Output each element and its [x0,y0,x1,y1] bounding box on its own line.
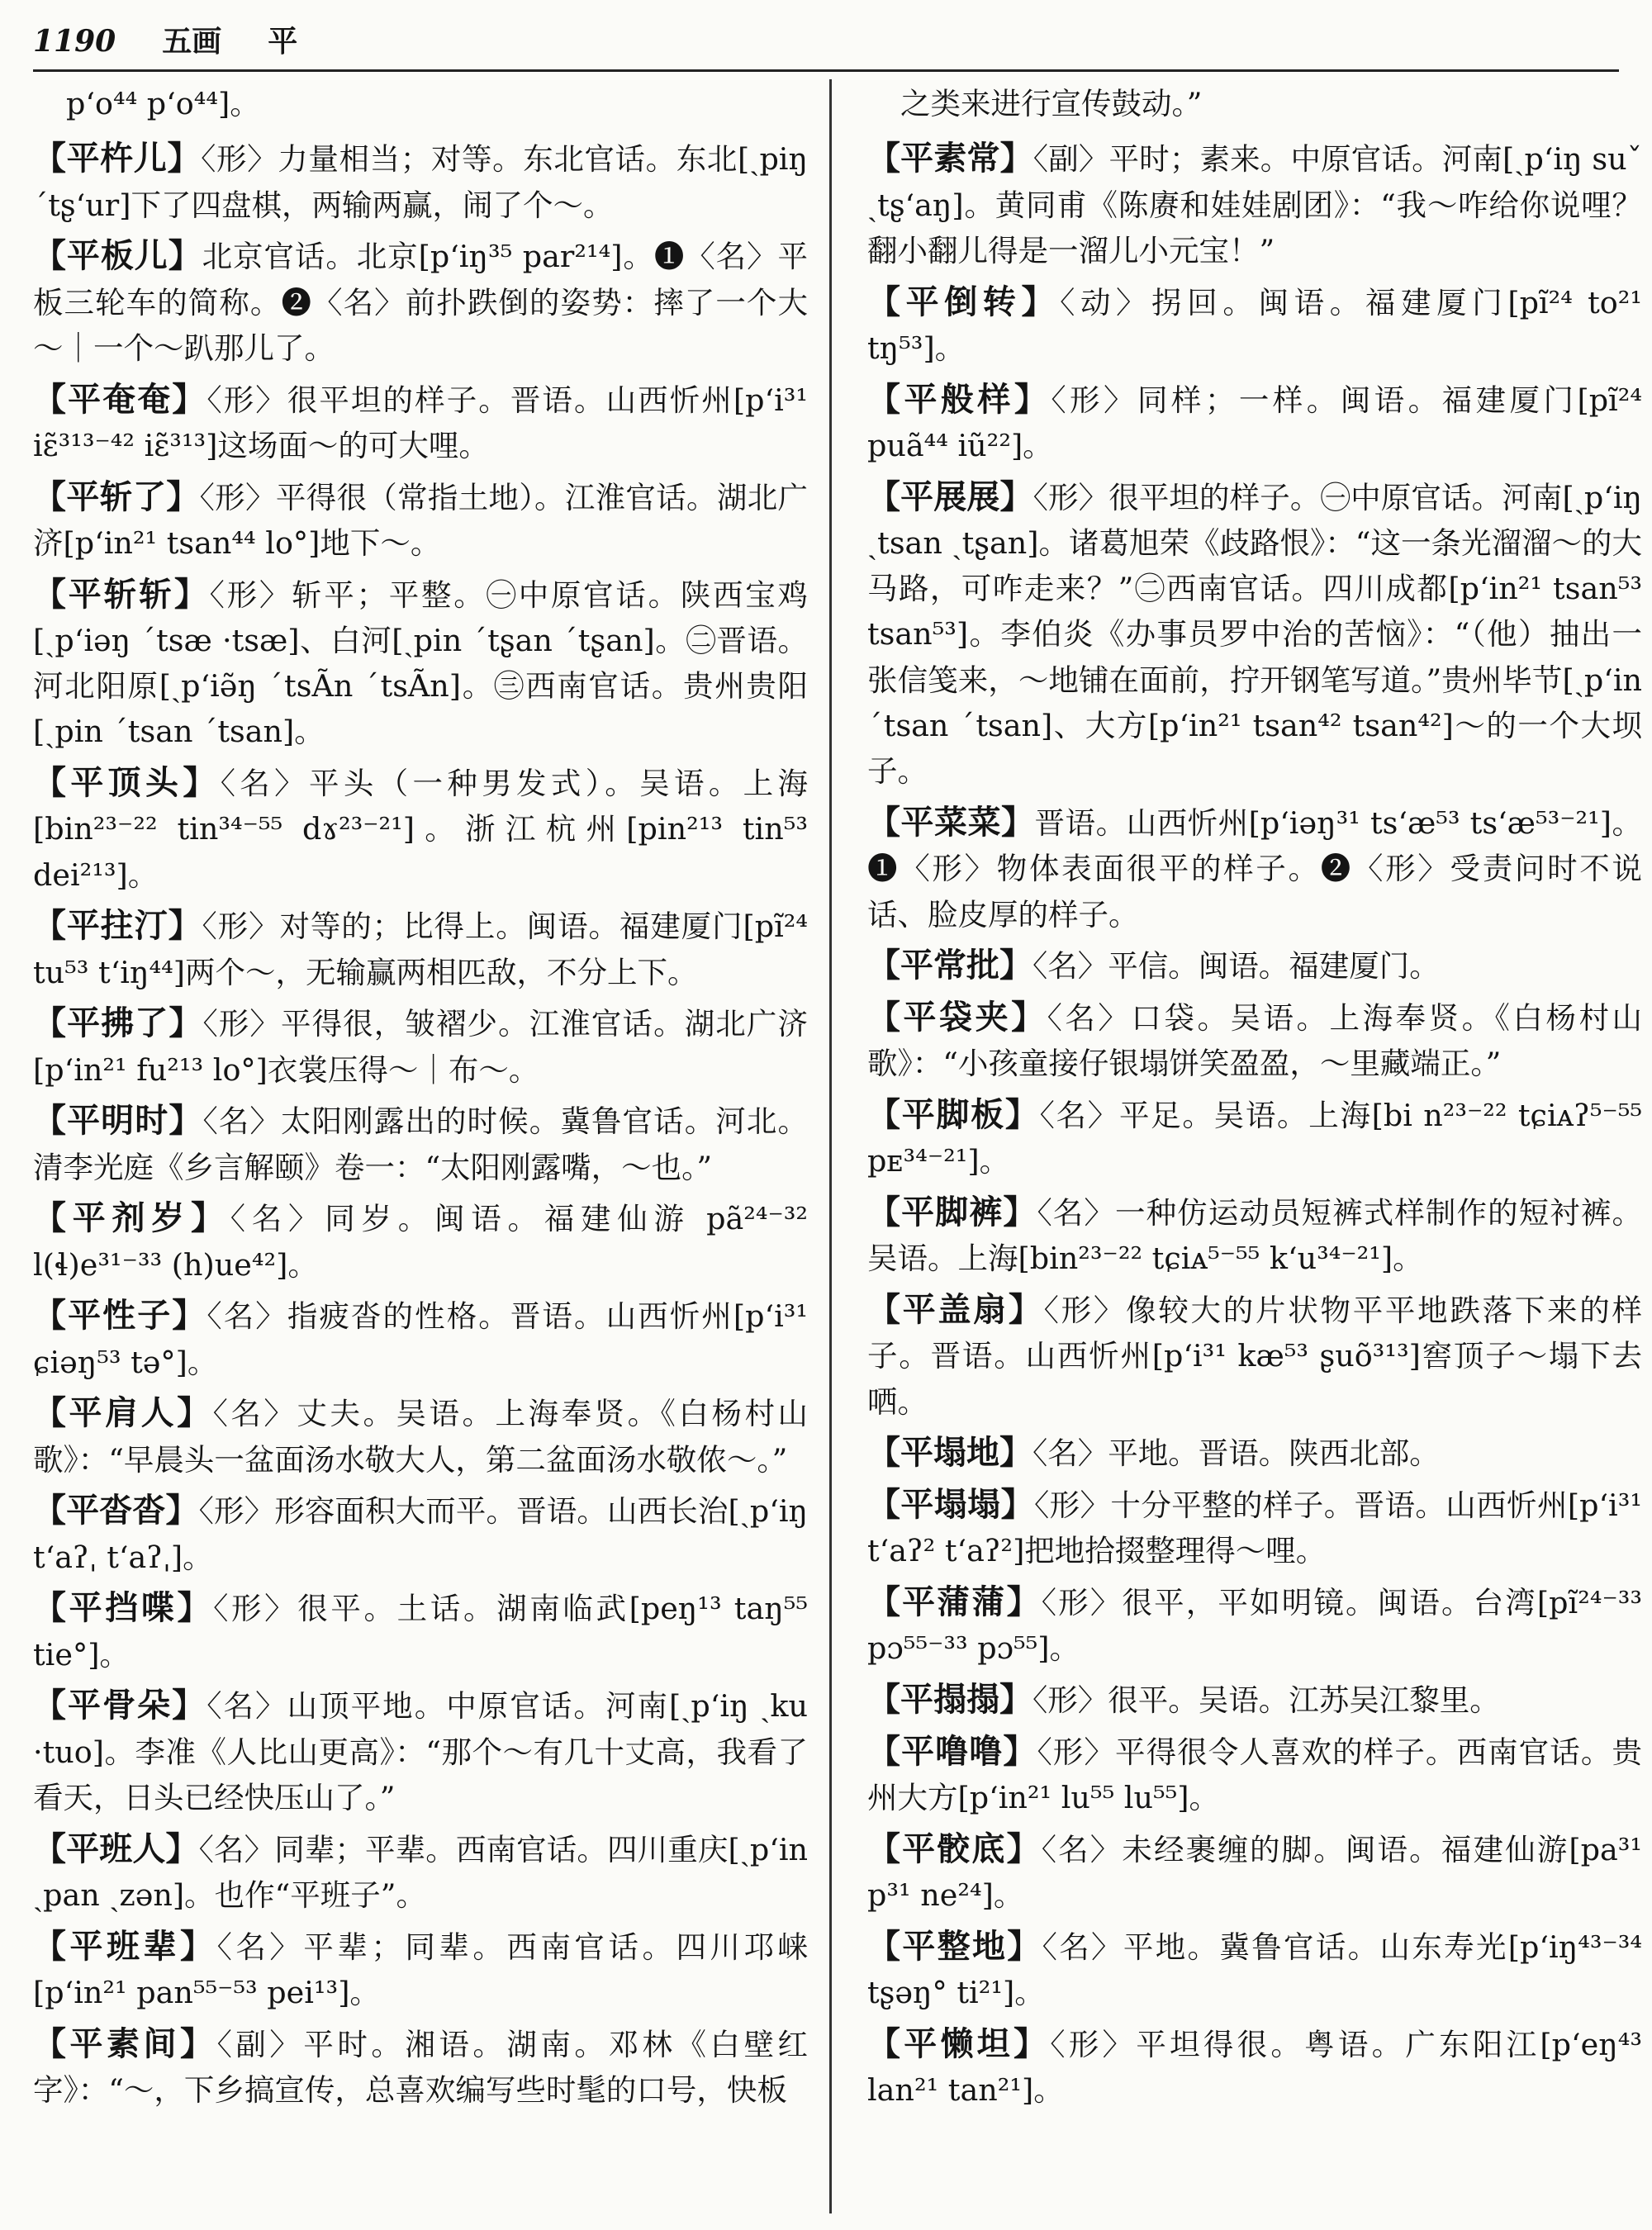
entry-definition: 〈形〉很平。吴语。江苏吴江黎里。 [1032,1682,1500,1718]
entry-headword: 【平板儿】 [33,237,202,276]
entry-headword: 【平菜菜】 [867,804,1035,842]
entry-list-left [33,136,808,2113]
entry-headword: 【平脚裤】 [867,1193,1037,1231]
dictionary-entry [867,1924,1642,2016]
entry-definition: 〈名〉平地。冀鲁官话。山东寿光[p‘iŋ⁴³⁻³⁴ tʂəŋ° ti²¹]。 [867,1929,1642,2010]
entry-headword: 【平奄奄】 [33,380,207,419]
dictionary-entry [867,943,1642,989]
entry-definition: 北京官话。北京[p‘iŋ³⁵ par²¹⁴]。❶〈名〉平板三轮车的简称。❷〈名〉前扑跌倒的姿势：摔了一个大～｜一个～趴那儿了。 [33,239,809,366]
continuation-text: p‘o⁴⁴ p‘o⁴⁴]。 [66,86,260,121]
entry-definition: 〈形〉对等的；比得上。闽语。福建厦门[pĩ²⁴ tu⁵³ t‘iŋ⁴⁴]两个～，无输赢两相匹敌，不分上下。 [33,909,809,990]
entry-headword: 【平挡喋】 [33,1589,214,1628]
header-divider [33,69,1619,72]
entry-headword: 【平性子】 [33,1297,207,1336]
entry-headword: 【平展展】 [867,477,1033,516]
entry-headword: 【平懒坦】 [867,2024,1051,2063]
entry-headword: 【平袋夹】 [867,998,1047,1037]
entry-definition: 〈形〉像较大的片状物平平地跌落下来的样子。晋语。山西忻州[p‘i³¹ kæ⁵³ ʂuõ³¹³]窖顶子～塌下去哂。 [867,1292,1643,1420]
entry-definition: 〈名〉山顶平地。中原官话。河南[ˏp‘iŋ ˏku ·tuo]。李准《人比山更高》：“那个～有几十丈高，我看了看天，日头已经快压山了。” [33,1688,808,1815]
entry-headword: 【平骹底】 [867,1829,1042,1868]
entry-headword: 【平班人】 [33,1829,199,1868]
entry-headword: 【平盖扇】 [867,1290,1044,1329]
dictionary-entry [867,1483,1642,1574]
dictionary-entry [867,475,1642,795]
entry-definition: 〈名〉平头（一种男发式）。吴语。上海[bin²³⁻²² tin³⁴⁻⁵⁵ dɤ²³⁻²¹]。浙江杭州[pin²¹³ tin⁵³ dei²¹³]。 [33,766,809,893]
dictionary-entry [33,1683,808,1820]
entry-headword: 【平沓沓】 [33,1492,199,1530]
dictionary-entry [33,1098,808,1190]
entry-definition: 〈名〉同岁。闽语。福建仙游 pã²⁴⁻³² l(ɬ)e³¹⁻³³ (h)ue⁴²]。 [33,1201,808,1283]
entry-headword: 【平骨朵】 [33,1687,207,1725]
entry-headword: 【平拄汀】 [33,907,202,946]
entry-definition: 〈形〉平得很，皱褶少。江淮官话。湖北广济[p‘in²¹ fu²¹³ lo°]衣裳压得～｜布～。 [33,1006,808,1088]
dictionary-entry [33,1827,808,1919]
dictionary-entry [867,136,1642,273]
entry-headword: 【平整地】 [867,1927,1042,1966]
entry-headword: 【平塌地】 [867,1434,1032,1473]
entry-headword: 【平明时】 [33,1102,203,1141]
entry-definition: 〈形〉十分平整的样子。晋语。山西忻州[p‘i³¹ t‘aʔ² t‘aʔ²]把地拾掇整理得～哩。 [867,1487,1642,1569]
running-head [33,18,1619,64]
entry-headword: 【平拂了】 [33,1004,203,1043]
entry-headword: 【平搨搨】 [867,1680,1032,1719]
dictionary-entry [867,1093,1642,1184]
entry-definition: 晋语。山西忻州[p‘iəŋ³¹ ts‘æ⁵³ ts‘æ⁵³⁻²¹]。❶〈形〉物体表面很平的样子。❷〈形〉受责问时不说话、脸皮厚的样子。 [867,805,1643,932]
dictionary-entry [867,2022,1642,2114]
entry-definition: 〈名〉丈夫。吴语。上海奉贤。《白杨村山歌》：“早晨头一盆面汤水敬大人，第二盆面汤水敬侬～。” [33,1396,809,1478]
entry-definition: 〈形〉形容面积大而平。晋语。山西长治[ˏp‘iŋ t‘aʔˌ t‘aʔˌ]。 [33,1493,809,1575]
dictionary-entry [33,572,808,755]
dictionary-entry [867,377,1642,469]
entry-list-right [867,136,1642,2113]
entry-definition: 〈名〉平辈；同辈。西南官话。四川邛崃[p‘in²¹ pan⁵⁵⁻⁵³ pei¹³]。 [33,1929,809,2010]
dictionary-entry [867,1431,1642,1476]
entry-definition: 〈形〉平得很令人喜欢的样子。西南官话。贵州大方[p‘in²¹ lu⁵⁵ lu⁵⁵]。 [867,1734,1642,1815]
dictionary-entry [867,1288,1642,1425]
entry-headword: 【平斩了】 [33,477,200,516]
entry-definition: 〈形〉很平，平如明镜。闽语。台湾[pĩ²⁴⁻³³ pɔ⁵⁵⁻³³ pɔ⁵⁵]。 [867,1584,1643,1667]
dictionary-entry [33,475,808,567]
dictionary-entry [33,1196,808,1288]
entry-headword: 【平杵儿】 [33,140,202,178]
entry-definition: 〈名〉平足。吴语。上海[bi n²³⁻²² tɕiᴀʔ⁵⁻⁵⁵ pᴇ³⁴⁻²¹]。 [867,1097,1643,1179]
dictionary-entry [33,2022,808,2114]
entry-headword: 【平常批】 [867,947,1032,985]
entry-definition: 〈名〉太阳刚露出的时候。冀鲁官话。河北。清李光庭《乡言解颐》卷一：“太阳刚露嘴，～也。” [33,1103,808,1185]
dictionary-entry [33,377,808,469]
entry-headword: 【平般样】 [867,380,1051,419]
entry-definition: 〈名〉同辈；平辈。西南官话。四川重庆[ˏp‘in ˏpan ˏzən]。也作“平班子”。 [33,1831,809,1913]
dictionary-entry [867,800,1642,937]
entry-definition: 〈副〉平时。湘语。湖南。邓林《白壁红字》：“～，下乡搞宣传，总喜欢编写些时髦的口号，快板 [33,2026,809,2108]
entry-definition: 〈形〉同样；一样。闽语。福建厦门[pĩ²⁴ puã⁴⁴ iũ²²]。 [867,382,1642,463]
dictionary-entry [867,280,1642,372]
dictionary-entry [33,1001,808,1093]
entry-definition: 〈动〉拐回。闽语。福建厦门[pĩ²⁴ to²¹ tŋ⁵³]。 [867,284,1642,366]
dictionary-entry [867,1677,1642,1723]
dictionary-entry [33,1586,808,1677]
entry-definition: 〈名〉一种仿运动员短裤式样制作的短衬裤。吴语。上海[bin²³⁻²² tɕiᴀ⁵⁻⁵⁵ k‘u³⁴⁻²¹]。 [867,1194,1642,1277]
dictionary-entry [867,1190,1642,1282]
entry-headword: 【平倒转】 [867,282,1061,321]
dictionary-entry [33,1924,808,2016]
column-divider [829,79,832,2213]
page-number: 1190 [33,24,116,59]
left-column [33,81,808,2119]
entry-definition: 〈名〉口袋。吴语。上海奉贤。《白杨村山歌》：“小孩童接仔银塌饼笑盈盈，～里藏端正。” [867,999,1643,1082]
entry-definition: 〈名〉平信。闽语。福建厦门。 [1032,948,1440,985]
section-label: 五画 [162,24,222,59]
entry-definition: 〈形〉平坦得很。粤语。广东阳江[p‘eŋ⁴³ lan²¹ tan²¹]。 [867,2026,1642,2108]
entry-headword: 【平素间】 [33,2024,217,2063]
dictionary-entry [867,1729,1642,1821]
dictionary-entry [867,1580,1642,1672]
dictionary-entry [33,1293,808,1385]
entry-headword: 【平剂岁】 [33,1199,230,1238]
dictionary-entry [33,136,808,228]
dictionary-entry [33,761,808,898]
entry-definition: 〈形〉力量相当；对等。东北官话。东北[ˏpiŋ ˊtʂ‘ur]下了四盘棋，两输两赢，闹了个～。 [33,141,808,223]
dictionary-entry [867,995,1642,1087]
entry-definition: 〈形〉很平坦的样子。㊀中原官话。河南[ˏp‘iŋ ˏtsan ˏtʂan]。诸葛旭荣《歧路恨》：“这一条光溜溜～的大马路，可咋走来？”㊁西南官话。四川成都[p‘in²¹ tsan⁵³ tsan⁵³]。李伯炎《办事员罗中治的苦恼》：“（他）抽出一张信笺来，～地铺在面前，拧开钢笔写道。”贵州毕节[ˏp‘in ˊtsan ˊtsan]、大方[p‘in²¹ tsan⁴² tsan⁴²]～的一个大坝子。 [867,479,1643,790]
entry-headword: 【平蒲蒲】 [867,1582,1042,1621]
entry-headword: 【平塌塌】 [867,1485,1034,1524]
dictionary-entry [33,1391,808,1483]
dictionary-entry [33,904,808,995]
continuation-text: 之类来进行宣传鼓动。” [900,86,1203,121]
entry-definition: 〈名〉指疲沓的性格。晋语。山西忻州[p‘i³¹ ɕiəŋ⁵³ tə°]。 [33,1298,809,1380]
entry-headword: 【平肩人】 [33,1394,213,1433]
head-character: 平 [268,24,298,59]
entry-definition: 〈副〉平时；素来。中原官话。河南[ˏp‘iŋ suˇ ˏtʂ‘aŋ]。黄同甫《陈赓和娃娃剧团》：“我～咋给你说哩？翻小翻儿得是一溜儿小元宝！” [867,141,1643,268]
entry-headword: 【平斩斩】 [33,575,210,614]
entry-definition: 〈形〉很平坦的样子。晋语。山西忻州[p‘i³¹ iɛ̃³¹³⁻⁴² iɛ̃³¹³]这场面～的可大哩。 [33,382,809,463]
entry-definition: 〈形〉很平。土话。湖南临武[peŋ¹³ taŋ⁵⁵ tie°]。 [33,1591,809,1672]
entry-definition: 〈名〉未经裹缠的脚。闽语。福建仙游[pa³¹ p³¹ ne²⁴]。 [867,1831,1643,1913]
entry-headword: 【平噜噜】 [867,1732,1037,1771]
entry-headword: 【平班辈】 [33,1927,217,1966]
entry-definition: 〈名〉平地。晋语。陕西北部。 [1032,1435,1440,1472]
right-column [867,81,1642,2119]
entry-headword: 【平脚板】 [867,1095,1040,1134]
dictionary-entry [33,1488,808,1580]
dictionary-entry [33,234,808,371]
entry-headword: 【平顶头】 [33,764,221,803]
entry-headword: 【平素常】 [867,140,1033,178]
entry-definition: 〈形〉斩平；平整。㊀中原官话。陕西宝鸡[ˏp‘iəŋ ˊtsæ ·tsæ]、白河[ˏpin ˊtʂan ˊtʂan]。㊁晋语。河北阳原[ˏp‘iə̃ŋ ˊtsÃn ˊtsÃn]。㊂西南官话。贵州贵阳[ˏpin ˊtsan ˊtsan]。 [33,576,809,750]
dictionary-entry [867,1827,1642,1919]
entry-definition: 〈形〉平得很（常指土地）。江淮官话。湖北广济[p‘in²¹ tsan⁴⁴ lo°]地下～。 [33,479,809,561]
